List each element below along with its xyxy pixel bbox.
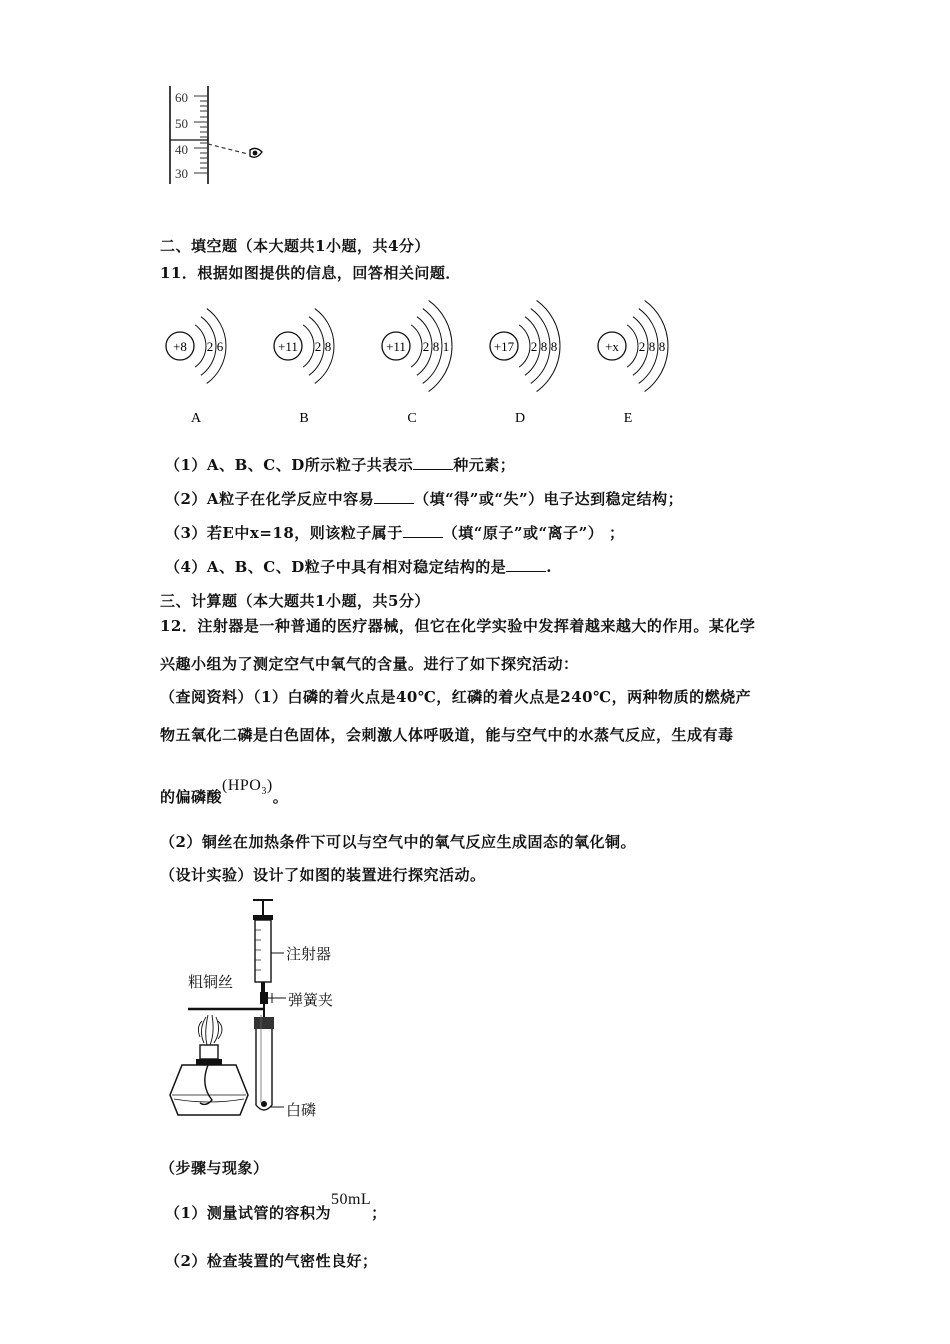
step2: （2）检查装置的气密性良好；	[165, 1252, 378, 1270]
shell-electron-count: 1	[442, 339, 450, 354]
answer-blank-3[interactable]	[403, 525, 443, 538]
electron-shell-arc	[519, 325, 530, 367]
shell-electron-count: 8	[432, 339, 440, 354]
atom-label: B	[299, 411, 309, 426]
section2-title: 二、填空题（本大题共1小题，共4分）	[160, 237, 430, 255]
shell-electron-count: 8	[550, 339, 558, 354]
electron-shell-arc	[195, 325, 206, 367]
tube-volume: 50mL	[330, 1191, 372, 1208]
section3-title: 三、计算题（本大题共1小题，共5分）	[160, 592, 430, 610]
electron-shell-arc	[303, 325, 314, 367]
clamp-label: 弹簧夹	[288, 993, 334, 1009]
shell-electron-count: 2	[638, 339, 646, 354]
nucleus-charge: +x	[605, 339, 619, 354]
q11-stem: 11．根据如图提供的信息，回答相关问题．	[160, 264, 461, 282]
q11-sub2: （2）A粒子在化学反应中容易 （填“得”或“失”）电子达到稳定结构；	[165, 490, 684, 508]
copper-wire-label: 粗铜丝	[188, 975, 234, 991]
q12-line2: 兴趣小组为了测定空气中氧气的含量。进行了如下探究活动：	[160, 655, 579, 673]
nucleus-charge: +11	[386, 339, 406, 354]
atom-C	[382, 300, 452, 426]
rubber-stopper	[254, 1017, 274, 1029]
step1: （1）测量试管的容积为50mL；	[165, 1191, 387, 1222]
q12-line5: 的偏磷酸$(HPO_3)$。	[160, 777, 289, 806]
shell-electron-count: 2	[314, 339, 322, 354]
shell-electron-count: 2	[206, 339, 214, 354]
atom-E	[598, 300, 668, 426]
tick-40: 40	[175, 142, 188, 157]
q12-line3: （查阅资料）（1）白磷的着火点是40℃，红磷的着火点是240℃，两种物质的燃烧产	[160, 688, 752, 706]
shell-electron-count: 8	[658, 339, 666, 354]
tick-60: 60	[175, 90, 188, 105]
syringe	[253, 900, 273, 992]
test-tube	[256, 1029, 272, 1110]
alcohol-lamp	[170, 1045, 248, 1115]
white-phosphorus	[261, 1101, 267, 1107]
atom-label: A	[190, 411, 202, 426]
atom-structure-diagrams	[150, 292, 690, 432]
atom-label: E	[623, 411, 633, 426]
tick-50: 50	[175, 116, 188, 131]
nucleus-charge: +17	[493, 339, 515, 354]
q12-line1: 12．注射器是一种普通的医疗器械，但它在化学实验中发挥着越来越大的作用。某化学	[160, 617, 756, 635]
q11-sub1: （1）A、B、C、D所示粒子共表示 种元素；	[165, 456, 516, 474]
atom-A	[166, 309, 226, 426]
shell-electron-count: 8	[648, 339, 656, 354]
atom-label: D	[514, 411, 526, 426]
shell-electron-count: 2	[422, 339, 430, 354]
steps-title: （步骤与现象）	[160, 1159, 269, 1177]
phosphorus-label: 白磷	[286, 1103, 317, 1119]
q12-line6: （2）铜丝在加热条件下可以与空气中的氧气反应生成固态的氧化铜。	[160, 833, 636, 851]
shell-electron-count: 8	[540, 339, 548, 354]
hpo3-formula: $(HPO_3)$	[222, 777, 273, 798]
answer-blank-4[interactable]	[506, 559, 546, 572]
atom-D	[490, 300, 560, 426]
apparatus-diagram	[160, 895, 380, 1125]
nucleus-charge: +11	[278, 339, 298, 354]
atom-label: C	[407, 411, 417, 426]
q12-line7: （设计实验）设计了如图的装置进行探究活动。	[160, 866, 486, 884]
tick-30: 30	[175, 166, 188, 181]
electron-shell-arc	[627, 325, 638, 367]
spring-clamp	[260, 992, 286, 1004]
graduated-cylinder-figure	[160, 82, 280, 192]
q12-line4: 物五氧化二磷是白色固体，会刺激人体呼吸道，能与空气中的水蒸气反应，生成有毒	[160, 726, 734, 744]
flame-icon	[198, 1015, 222, 1045]
eye-icon	[250, 148, 262, 157]
answer-blank-2[interactable]	[374, 491, 414, 504]
shell-electron-count: 6	[216, 339, 224, 354]
nucleus-charge: +8	[173, 339, 187, 354]
answer-blank-1[interactable]	[413, 457, 453, 470]
syringe-label: 注射器	[286, 947, 332, 963]
shell-electron-count: 2	[530, 339, 538, 354]
shell-electron-count: 8	[324, 339, 332, 354]
atom-B	[274, 309, 334, 426]
sight-line	[208, 144, 248, 154]
q11-sub4: （4）A、B、C、D粒子中具有相对稳定结构的是 .	[165, 558, 552, 576]
q11-sub3: （3）若E中x=18，则该粒子属于 （填“原子”或“离子”） ；	[165, 524, 625, 542]
electron-shell-arc	[411, 325, 422, 367]
